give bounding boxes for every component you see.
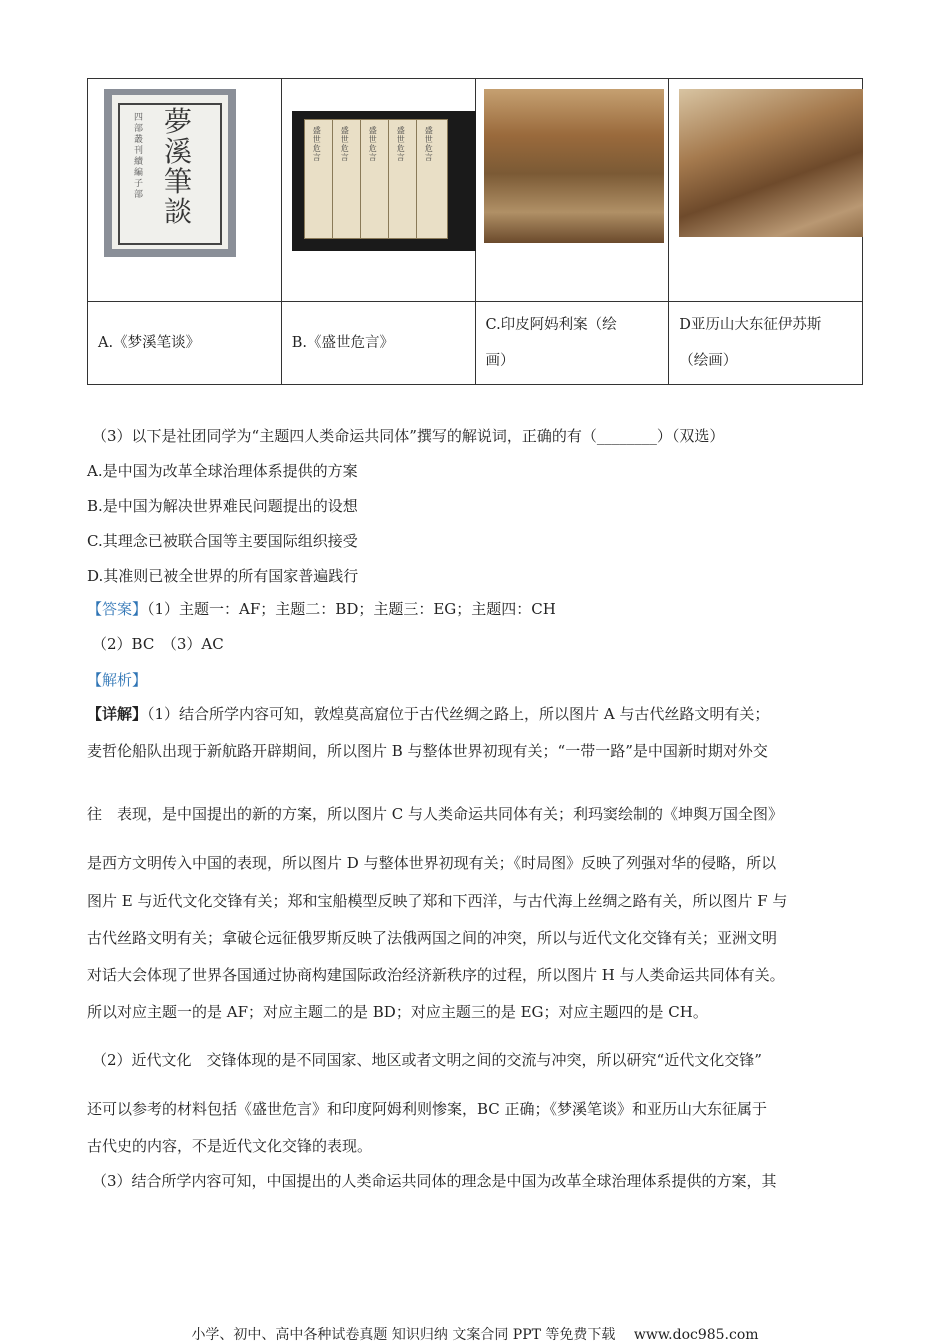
option-a: A.是中国为改革全球治理体系提供的方案 [87,462,358,480]
image-options-table [87,78,863,385]
option-c: C.其理念已被联合国等主要国际组织接受 [87,532,358,550]
detail-line-6: 古代丝路文明有关；拿破仑远征俄罗斯反映了法俄两国之间的冲突，所以与近代文化交锋有关；亚洲文明 [87,929,778,947]
detail-line-4: 是西方文明传入中国的表现，所以图片 D 与整体世界初现有关；《时局图》反映了列强对华的侵略，所以 [87,854,777,872]
page-footer: 小学、初中、高中各种试卷真题 知识归纳 文案合同 PPT 等免费下载 www.doc985.com [191,1327,759,1343]
cell-image-b [281,79,475,302]
caption-b: B.《盛世危言》 [281,302,475,385]
answer-line [87,598,556,619]
detail-part-2-line-1: （2）近代文化 交锋体现的是不同国家、地区或者文明之间的交流与冲突，所以研究“近代文化交锋” [92,1051,762,1069]
detail-line-3: 往 表现，是中国提出的新的方案，所以图片 C 与人类命运共同体有关；利玛窦绘制的《坤舆万国全图》 [87,805,784,823]
detail-part-2-line-3: 古代史的内容，不是近代文化交锋的表现。 [87,1137,373,1155]
painting-image-c [484,89,664,243]
option-b: B.是中国为解决世界难民问题提出的设想 [87,497,358,515]
cell-image-a [88,79,282,302]
book-side-text: 四部叢刊續編子部 [134,113,144,200]
books-image: 盛世危言 盛世危言 盛世危言 盛世危言 盛世危言 [292,111,476,251]
book-cover-image [104,89,236,257]
painting-image-d [679,89,863,237]
detail-label: 【详解】 [87,705,148,723]
caption-a: A.《梦溪笔谈》 [88,302,282,385]
answer-label: 【答案】 [87,600,148,618]
analysis-label-line [87,669,147,690]
detail-line-8: 所以对应主题一的是 AF；对应主题二的是 BD；对应主题三的是 EG；对应主题四的是 CH。 [87,1003,708,1021]
analysis-label: 【解析】 [87,671,148,689]
answer-line-2: （2）BC （3）AC [92,635,224,653]
option-d: D.其准则已被全世界的所有国家普遍践行 [87,567,359,585]
cell-image-d [669,79,863,302]
cell-image-c [475,79,669,302]
detail-part-3-line-1: （3）结合所学内容可知，中国提出的人类命运共同体的理念是中国为改革全球治理体系提供的方案，其 [92,1172,777,1190]
book-title-text: 夢溪筆談 [164,105,193,228]
caption-d: D亚历山大东征伊苏斯 （绘画） [669,302,863,385]
question-3: （3）以下是社团同学为“主题四人类命运共同体”撰写的解说词，正确的有（________）（双选） [92,427,725,445]
caption-c: C.印皮阿妈利案（绘 画） [475,302,669,385]
detail-part-2-line-2: 还可以参考的材料包括《盛世危言》和印度阿姆利则惨案，BC 正确；《梦溪笔谈》和亚历山大东征属于 [87,1100,768,1118]
detail-line-5: 图片 E 与近代文化交锋有关；郑和宝船模型反映了郑和下西洋，与古代海上丝绸之路有关，所以图片 F 与 [87,892,788,910]
detail-line-7: 对话大会体现了世界各国通过协商构建国际政治经济新秩序的过程，所以图片 H 与人类命运共同体有关。 [87,966,785,984]
detail-line-2: 麦哲伦船队出现于新航路开辟期间，所以图片 B 与整体世界初现有关；“一带一路”是中国新时期对外交 [87,742,768,760]
answer-text: （1）主题一：AF；主题二：BD；主题三：EG；主题四：CH [147,600,556,618]
detail-line-1: 【详解】（1）结合所学内容可知，敦煌莫高窟位于古代丝绸之路上，所以图片 A 与古代丝路文明有关； [87,705,770,723]
